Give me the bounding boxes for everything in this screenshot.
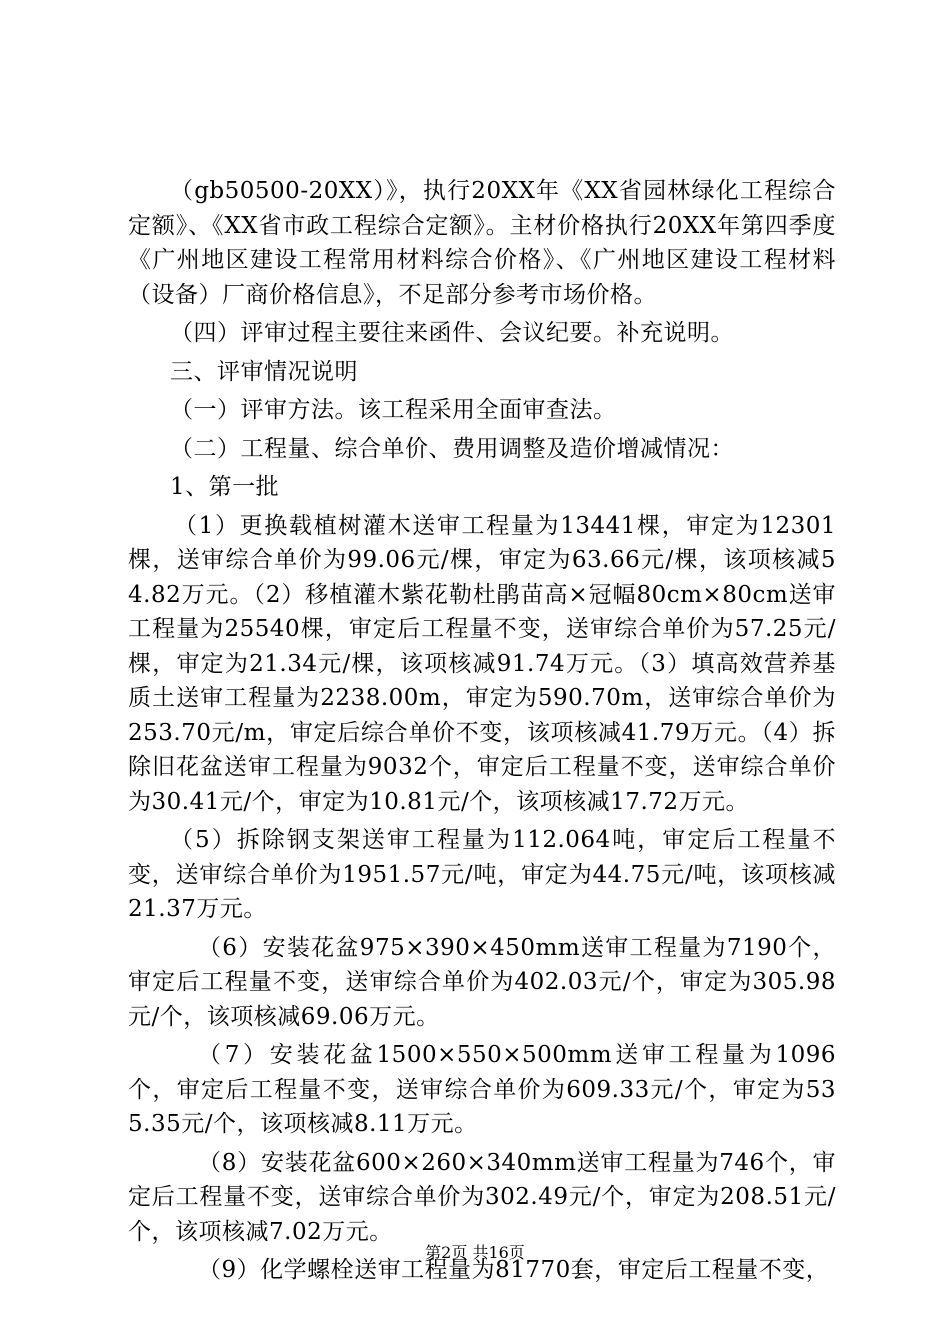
subheading-first-batch: 1、第一批 [170,474,280,500]
section-heading-review-status: 三、评审情况说明 [170,358,358,385]
paragraph-items-1-to-4: （1）更换载植树灌木送审工程量为13441棵，审定为12301棵，送审综合单价为99.06元/棵，审定为63.66元/棵，该项核减54.82万元。（2）移植灌木紫花勒杜鹃苗高×冠幅80cm×80cm送审工程量为25540棵，审定后工程量不变，送审综合单价为57.25元/棵，审定为21.34元/棵，该项核减91.74万元。（3）填高效营养基质土送审工程量为2238.00m，审定为590.70m，送审综合单价为253.70元/m，审定后综合单价不变，该项核减41.79万元。（4）拆除旧花盆送审工程量为9032个，审定后工程量不变，送审综合单价为30.41元/个，审定为10.81元/个，该项核减17.72万元。 [128,512,836,815]
paragraph-item-5: （5）拆除钢支架送审工程量为112.064吨，审定后工程量不变，送审综合单价为1951.57元/吨，审定为44.75元/吨，该项核减21.37万元。 [128,827,837,922]
document-body [128,174,836,1292]
paragraph-review-method: （一）评审方法。该工程采用全面审查法。 [170,397,617,423]
paragraph-review-documents: （四）评审过程主要往来函件、会议纪要。补充说明。 [170,320,734,346]
page-number-label: 第2页 共16页 [425,1243,525,1262]
paragraph-adjustments-heading: （二）工程量、综合单价、费用调整及造价增减情况： [170,435,734,462]
paragraph-standards: （gb50500-20XX）》，执行20XX年《XX省园林绿化工程综合定额》、《XX省市政工程综合定额》。主材价格执行20XX年第四季度《广州地区建设工程常用材料综合价格》、《广州地区建设工程材料（设备）厂商价格信息》，不足部分参考市场价格。 [128,178,836,308]
paragraph-item-9: （9）化学螺栓送审工程量为81770套，审定后工程量不变， [198,1257,830,1283]
paragraph-item-7: （7）安装花盆1500×550×500mm送审工程量为1096个，审定后工程量不变，送审综合单价为609.33元/个，审定为535.35元/个，该项核减8.11万元。 [128,1042,836,1137]
paragraph-item-6: （6）安装花盆975×390×450mm送审工程量为7190个，审定后工程量不变，送审综合单价为402.03元/个，审定为305.98元/个，该项核减69.06万元。 [128,934,836,1030]
paragraph-item-8: （8）安装花盆600×260×340mm送审工程量为746个，审定后工程量不变，送审综合单价为302.49元/个，审定为208.51元/个，该项核减7.02万元。 [128,1149,836,1245]
page-footer [0,1243,950,1263]
